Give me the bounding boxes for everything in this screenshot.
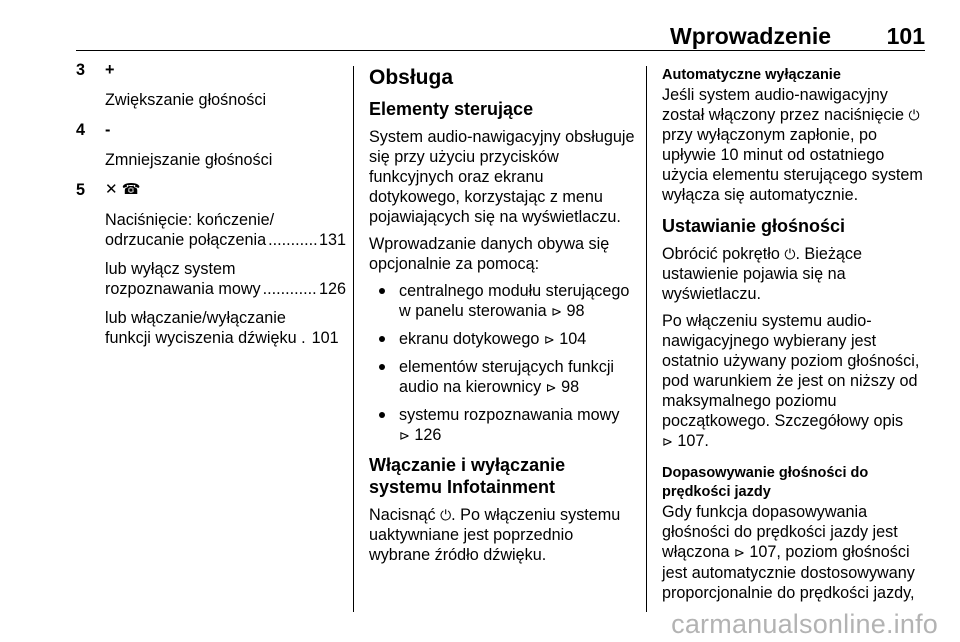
page-ref-icon: ⊳ — [734, 545, 745, 560]
heading-obsluga: Obsługa — [369, 66, 454, 89]
toc-line2: funkcji wyciszenia dźwięku . — [105, 329, 306, 347]
page-ref-icon: ⊳ — [662, 434, 673, 449]
list-item: ekranu dotykowego ⊳ 104 — [369, 329, 637, 350]
watermark: carmanualsonline.info — [671, 609, 938, 639]
paragraph: Jeśli system audio-nawigacyjny został włączony przez naciśnięcie ⏻ przy wyłączonym zapłonie, po upływie 10 minut od ostatniego użycia elementu sterującego system wyłącza się automatycznie. — [662, 86, 923, 204]
toc-line2: rozpoznawania mowy — [105, 280, 261, 298]
list-item: systemu rozpoznawania mowy ⊳ 126 — [369, 405, 637, 446]
toc-entry — [105, 259, 346, 299]
heading-speed-volume: Dopasowywanie głośności do prędkości jazdy — [662, 465, 869, 500]
toc-page-ref[interactable]: 126 — [318, 280, 346, 298]
page-ref-icon: ⊳ — [551, 304, 562, 319]
list-item-3 — [76, 60, 346, 110]
toc-leader — [263, 279, 317, 299]
heading-volume: Ustawianie głośności — [662, 216, 846, 236]
heading-auto-off: Automatyczne wyłączanie — [662, 67, 841, 83]
paragraph: Po włączeniu systemu audio-nawigacyjnego wybierany jest ostatnio używany poziom głośności, pod warunkiem że jest on niższy od maksymalnego poziomu początkowego. Szczegółowy opis ⊳ 107. — [662, 312, 920, 450]
paragraph: Gdy funkcja dopasowywania głośności do prędkości jazdy jest włączona ⊳ 107, poziom głośności jest automatycznie dostosowywany proporcjonalnie do prędkości jazdy, — [662, 503, 915, 602]
middle-column — [369, 60, 637, 572]
right-column — [662, 60, 932, 610]
section-title: Wprowadzenie — [669, 23, 831, 49]
knob-icon: ⏻ — [784, 246, 796, 262]
power-icon: ⏻ — [440, 507, 452, 523]
item-number: 3 — [76, 61, 86, 79]
page-ref-icon: ⊳ — [545, 380, 557, 395]
page-ref[interactable]: 104 — [559, 330, 587, 348]
left-column — [76, 60, 346, 357]
toc-entry — [105, 210, 346, 250]
toc-line1: lub wyłącz system — [105, 260, 236, 278]
toc-entry — [105, 308, 346, 348]
plus-symbol: + — [105, 61, 115, 79]
input-methods-list — [369, 281, 637, 446]
bullet-icon — [379, 412, 385, 418]
toc-line1: lub włączanie/wyłączanie — [105, 309, 286, 327]
list-item: elementów sterujących funkcji audio na kierownicy ⊳ 98 — [369, 357, 637, 398]
toc-line1: Naciśnięcie: kończenie/ — [105, 211, 275, 229]
list-item: centralnego modułu sterującego w panelu sterowania ⊳ 98 — [369, 281, 637, 322]
column-divider-left — [353, 66, 354, 612]
list-item-4 — [76, 120, 346, 170]
bullet-icon — [379, 336, 385, 342]
page-ref-icon: ⊳ — [399, 428, 410, 443]
heading-controls: Elementy sterujące — [369, 99, 534, 119]
page-ref[interactable]: 126 — [414, 426, 442, 444]
toc-leader — [268, 230, 317, 250]
page-ref[interactable]: 98 — [566, 302, 585, 320]
list-item-5 — [76, 180, 346, 348]
column-divider-right — [646, 66, 647, 612]
paragraph: Obrócić pokrętło ⏻. Bieżące ustawienie pojawia się na wyświetlaczu. — [662, 245, 863, 303]
toc-line2: odrzucanie połączenia — [105, 231, 267, 249]
item-description: Zwiększanie głośności — [105, 91, 267, 109]
page-ref[interactable]: 107. — [677, 432, 709, 450]
toc-page-ref[interactable]: 131 — [318, 231, 346, 249]
heading-power: Włączanie i wyłączanie systemu Infotainment — [369, 455, 566, 497]
bullet-icon — [379, 288, 385, 294]
paragraph: System audio-nawigacyjny obsługuje się przy użyciu przycisków funkcyjnych oraz ekranu dotykowego, korzystając z menu pojawiających się na wyświetlaczu. — [369, 128, 635, 226]
minus-symbol: - — [105, 121, 111, 139]
item-number: 4 — [76, 121, 86, 139]
mute-hangup-icon: ✕ ☎ — [105, 181, 141, 198]
page-header — [76, 22, 925, 51]
page-number: 101 — [886, 23, 925, 49]
bullet-icon — [379, 364, 385, 370]
page-ref-icon: ⊳ — [543, 332, 555, 347]
item-number: 5 — [76, 181, 86, 199]
toc-page-ref[interactable]: 101 — [311, 329, 339, 347]
paragraph: Wprowadzanie danych obywa się opcjonalnie za pomocą: — [369, 235, 610, 273]
power-icon: ⏻ — [908, 107, 920, 123]
item-description: Zmniejszanie głośności — [105, 151, 273, 169]
page-ref[interactable]: 107 — [749, 543, 777, 561]
page-ref[interactable]: 98 — [561, 378, 580, 396]
paragraph: Nacisnąć ⏻. Po włączeniu systemu uaktywniane jest poprzednio wybrane źródło dźwięku. — [369, 506, 621, 564]
